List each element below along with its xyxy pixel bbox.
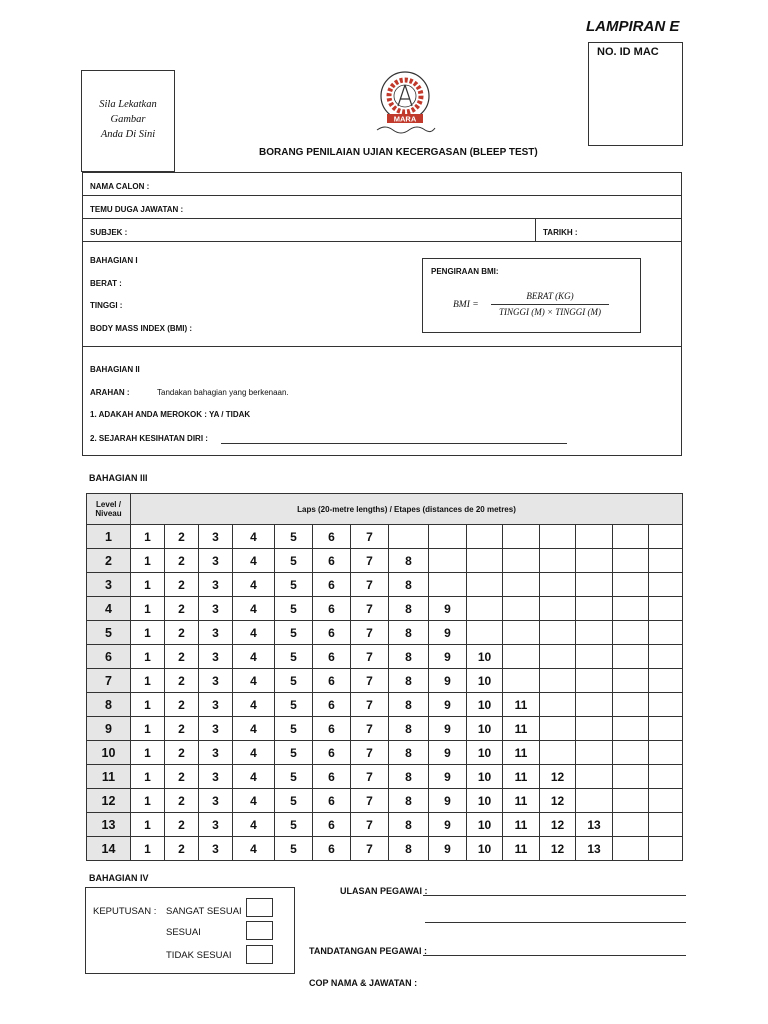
lap-cell[interactable]: 3: [199, 837, 233, 861]
lap-cell[interactable]: 5: [275, 741, 313, 765]
level-row: [87, 837, 683, 861]
lap-cell[interactable]: [467, 621, 503, 645]
level-row: [87, 549, 683, 573]
bmi-formula-box: [422, 258, 641, 333]
lap-cell[interactable]: 5: [275, 717, 313, 741]
lap-cell[interactable]: 1: [131, 669, 165, 693]
lap-cell[interactable]: [576, 573, 613, 597]
lap-cell[interactable]: 8: [389, 693, 429, 717]
lap-cell[interactable]: 5: [275, 549, 313, 573]
lap-cell[interactable]: 8: [389, 573, 429, 597]
lap-cell[interactable]: 1: [131, 573, 165, 597]
lap-cell[interactable]: 11: [503, 765, 540, 789]
lap-cell[interactable]: [389, 525, 429, 549]
lap-cell[interactable]: 6: [313, 525, 351, 549]
ulasan-line-1[interactable]: [423, 895, 686, 896]
lap-cell[interactable]: [649, 765, 683, 789]
lap-cell[interactable]: 3: [199, 765, 233, 789]
lap-cell[interactable]: 2: [165, 789, 199, 813]
sejarah-kesihatan-line[interactable]: [221, 443, 567, 444]
lap-cell[interactable]: [649, 597, 683, 621]
lap-cell[interactable]: 7: [351, 573, 389, 597]
lap-cell[interactable]: 3: [199, 813, 233, 837]
lap-cell[interactable]: 1: [131, 789, 165, 813]
tandatangan-pegawai-label: TANDATANGAN PEGAWAI :: [309, 946, 427, 956]
lap-cell[interactable]: 1: [131, 837, 165, 861]
lap-cell[interactable]: 9: [429, 813, 467, 837]
lap-cell[interactable]: 6: [313, 621, 351, 645]
level-row: [87, 693, 683, 717]
lap-cell[interactable]: 12: [540, 789, 576, 813]
lap-cell[interactable]: [503, 549, 540, 573]
lap-cell[interactable]: 9: [429, 597, 467, 621]
level-number: 3: [87, 573, 131, 597]
lap-cell[interactable]: 5: [275, 693, 313, 717]
lap-cell[interactable]: 4: [233, 837, 275, 861]
lap-cell[interactable]: 7: [351, 645, 389, 669]
lap-cell[interactable]: 6: [313, 669, 351, 693]
level-row: [87, 789, 683, 813]
lap-cell[interactable]: 4: [233, 813, 275, 837]
level-row: [87, 741, 683, 765]
tandatangan-line[interactable]: [423, 955, 686, 956]
lap-cell[interactable]: 2: [165, 717, 199, 741]
lap-cell[interactable]: 9: [429, 717, 467, 741]
level-number: 8: [87, 693, 131, 717]
lap-cell[interactable]: [649, 525, 683, 549]
lap-cell[interactable]: 12: [540, 765, 576, 789]
lap-cell[interactable]: [576, 549, 613, 573]
level-row: [87, 621, 683, 645]
lap-cell[interactable]: 10: [467, 741, 503, 765]
lap-cell[interactable]: 7: [351, 813, 389, 837]
lap-cell[interactable]: 2: [165, 573, 199, 597]
level-number: 2: [87, 549, 131, 573]
lap-cell[interactable]: [576, 621, 613, 645]
lap-cell[interactable]: 2: [165, 693, 199, 717]
lap-cell[interactable]: 8: [389, 837, 429, 861]
lap-cell[interactable]: 8: [389, 645, 429, 669]
lap-cell[interactable]: 11: [503, 837, 540, 861]
lap-cell[interactable]: 2: [165, 813, 199, 837]
lap-cell[interactable]: [649, 789, 683, 813]
option-sangat-sesuai-label: SANGAT SESUAI: [166, 906, 242, 917]
lap-cell[interactable]: 4: [233, 765, 275, 789]
level-row: [87, 645, 683, 669]
lap-cell[interactable]: 4: [233, 525, 275, 549]
bahagian-4-title: BAHAGIAN IV: [89, 873, 149, 883]
lap-cell[interactable]: 3: [199, 549, 233, 573]
lap-cell[interactable]: 6: [313, 837, 351, 861]
level-number: 10: [87, 741, 131, 765]
lap-cell[interactable]: 5: [275, 765, 313, 789]
lap-cell[interactable]: 7: [351, 765, 389, 789]
lap-cell[interactable]: [613, 693, 649, 717]
lap-cell[interactable]: 4: [233, 693, 275, 717]
lap-cell[interactable]: 1: [131, 693, 165, 717]
lap-cell[interactable]: 11: [503, 741, 540, 765]
lap-cell[interactable]: 9: [429, 645, 467, 669]
lap-cell[interactable]: [576, 525, 613, 549]
lap-cell[interactable]: 10: [467, 669, 503, 693]
lap-cell[interactable]: [503, 573, 540, 597]
row-nama-calon[interactable]: [82, 172, 682, 196]
lap-cell[interactable]: [613, 837, 649, 861]
bleep-test-table: [86, 493, 683, 861]
lap-cell[interactable]: 9: [429, 621, 467, 645]
lap-cell[interactable]: [649, 549, 683, 573]
checkbox-sangat-sesuai[interactable]: [246, 898, 273, 917]
lap-cell[interactable]: 12: [540, 813, 576, 837]
lap-cell[interactable]: 7: [351, 669, 389, 693]
lap-cell[interactable]: [649, 837, 683, 861]
lap-cell[interactable]: 10: [467, 765, 503, 789]
lap-cell[interactable]: 3: [199, 717, 233, 741]
lap-cell[interactable]: [540, 525, 576, 549]
lap-cell[interactable]: 3: [199, 525, 233, 549]
arahan-text: Tandakan bahagian yang berkenaan.: [157, 388, 289, 397]
lap-cell[interactable]: [429, 573, 467, 597]
lap-cell[interactable]: 10: [467, 645, 503, 669]
lap-cell[interactable]: 6: [313, 573, 351, 597]
lap-cell[interactable]: 7: [351, 693, 389, 717]
berat-label: BERAT :: [90, 279, 122, 288]
lap-cell[interactable]: 10: [467, 789, 503, 813]
lap-cell[interactable]: 5: [275, 669, 313, 693]
lap-cell[interactable]: [467, 525, 503, 549]
lap-cell[interactable]: [649, 741, 683, 765]
lap-cell[interactable]: [503, 597, 540, 621]
lap-cell[interactable]: 1: [131, 741, 165, 765]
lap-cell[interactable]: [649, 645, 683, 669]
lap-cell[interactable]: [613, 597, 649, 621]
lap-cell[interactable]: 11: [503, 789, 540, 813]
question-sejarah-kesihatan: 2. SEJARAH KESIHATAN DIRI :: [90, 434, 208, 443]
lap-cell[interactable]: 11: [503, 813, 540, 837]
lap-cell[interactable]: [649, 813, 683, 837]
lap-cell[interactable]: 2: [165, 741, 199, 765]
lap-cell[interactable]: 1: [131, 525, 165, 549]
lap-cell[interactable]: 8: [389, 813, 429, 837]
nama-calon-label: NAMA CALON :: [90, 182, 150, 191]
level-header: [87, 494, 131, 525]
lap-cell[interactable]: 5: [275, 525, 313, 549]
lap-cell[interactable]: 4: [233, 549, 275, 573]
lap-cell[interactable]: 1: [131, 645, 165, 669]
lap-cell[interactable]: 10: [467, 693, 503, 717]
lap-cell[interactable]: [540, 621, 576, 645]
lap-cell[interactable]: 9: [429, 765, 467, 789]
lap-cell[interactable]: 5: [275, 597, 313, 621]
bahagian-3-title: BAHAGIAN III: [89, 473, 148, 483]
section-bahagian-2: [82, 346, 682, 456]
lap-cell[interactable]: [613, 549, 649, 573]
lap-cell[interactable]: [540, 597, 576, 621]
lap-cell[interactable]: 8: [389, 765, 429, 789]
lap-cell[interactable]: [613, 741, 649, 765]
lap-cell[interactable]: [576, 645, 613, 669]
lap-cell[interactable]: 3: [199, 597, 233, 621]
photo-placeholder: [81, 70, 175, 172]
lap-cell[interactable]: 8: [389, 669, 429, 693]
level-row: [87, 765, 683, 789]
level-number: 7: [87, 669, 131, 693]
lap-cell[interactable]: 5: [275, 813, 313, 837]
level-row: [87, 597, 683, 621]
lap-cell[interactable]: 6: [313, 549, 351, 573]
lap-cell[interactable]: 4: [233, 621, 275, 645]
lap-cell[interactable]: 6: [313, 717, 351, 741]
lap-cell[interactable]: 3: [199, 645, 233, 669]
lap-cell[interactable]: [576, 741, 613, 765]
lap-cell[interactable]: 7: [351, 717, 389, 741]
lap-cell[interactable]: 2: [165, 837, 199, 861]
lap-cell[interactable]: [429, 549, 467, 573]
bmi-formula-numerator: BERAT (KG): [526, 291, 574, 301]
photo-line-3: Anda Di Sini: [100, 129, 156, 140]
lap-cell[interactable]: [576, 789, 613, 813]
lap-cell[interactable]: 7: [351, 741, 389, 765]
checkbox-tidak-sesuai[interactable]: [246, 945, 273, 964]
lap-cell[interactable]: 12: [540, 837, 576, 861]
subjek-label: SUBJEK :: [90, 228, 128, 237]
lap-cell[interactable]: 1: [131, 813, 165, 837]
lap-cell[interactable]: [649, 621, 683, 645]
lap-cell[interactable]: [649, 669, 683, 693]
lap-cell[interactable]: 13: [576, 813, 613, 837]
lap-cell[interactable]: [503, 645, 540, 669]
lap-cell[interactable]: 7: [351, 789, 389, 813]
laps-header-text: Laps (20-metre lengths) / Etapes (distances de 20 metres): [297, 504, 516, 514]
logo-text: MARA: [393, 114, 417, 124]
lap-cell[interactable]: 1: [131, 597, 165, 621]
lap-cell[interactable]: [576, 693, 613, 717]
lap-cell[interactable]: 10: [467, 837, 503, 861]
lap-cell[interactable]: [576, 597, 613, 621]
tinggi-label: TINGGI :: [90, 301, 123, 310]
lap-cell[interactable]: [649, 573, 683, 597]
lap-cell[interactable]: 3: [199, 669, 233, 693]
laps-header: [131, 494, 683, 525]
level-row: [87, 813, 683, 837]
bahagian-2-title: BAHAGIAN II: [90, 365, 140, 374]
mara-logo-icon: [365, 68, 445, 138]
lap-cell[interactable]: 8: [389, 717, 429, 741]
lap-cell[interactable]: [467, 573, 503, 597]
lap-cell[interactable]: [613, 765, 649, 789]
lap-cell[interactable]: 6: [313, 789, 351, 813]
photo-line-1: Sila Lekatkan: [99, 99, 157, 110]
lap-cell[interactable]: 6: [313, 741, 351, 765]
lap-cell[interactable]: [540, 741, 576, 765]
lap-cell[interactable]: 8: [389, 741, 429, 765]
level-header-text: Level / Niveau: [95, 500, 122, 518]
lap-cell[interactable]: 5: [275, 789, 313, 813]
tarikh-label: TARIKH :: [543, 228, 578, 237]
lap-cell[interactable]: [503, 669, 540, 693]
lap-cell[interactable]: 7: [351, 837, 389, 861]
level-row: [87, 717, 683, 741]
lap-cell[interactable]: 6: [313, 645, 351, 669]
level-row: [87, 525, 683, 549]
lap-cell[interactable]: 4: [233, 717, 275, 741]
lap-cell[interactable]: 9: [429, 789, 467, 813]
ulasan-line-2[interactable]: [425, 922, 686, 923]
lap-cell[interactable]: 9: [429, 669, 467, 693]
lap-cell[interactable]: 7: [351, 621, 389, 645]
row-subjek[interactable]: [82, 218, 682, 242]
lap-cell[interactable]: [540, 693, 576, 717]
level-number: 12: [87, 789, 131, 813]
lap-cell[interactable]: 8: [389, 789, 429, 813]
bmi-label: BODY MASS INDEX (BMI) :: [90, 324, 193, 333]
lap-cell[interactable]: 2: [165, 621, 199, 645]
lap-cell[interactable]: [613, 717, 649, 741]
lap-cell[interactable]: [613, 573, 649, 597]
lap-cell[interactable]: [613, 789, 649, 813]
lap-cell[interactable]: 6: [313, 765, 351, 789]
lap-cell[interactable]: 2: [165, 765, 199, 789]
lap-cell[interactable]: [649, 717, 683, 741]
lap-cell[interactable]: 4: [233, 645, 275, 669]
lap-cell[interactable]: 1: [131, 717, 165, 741]
lap-cell[interactable]: 7: [351, 549, 389, 573]
lap-cell[interactable]: [576, 765, 613, 789]
lap-cell[interactable]: 10: [467, 717, 503, 741]
lap-cell[interactable]: 2: [165, 645, 199, 669]
checkbox-sesuai[interactable]: [246, 921, 273, 940]
lap-cell[interactable]: 11: [503, 717, 540, 741]
lap-cell[interactable]: 10: [467, 813, 503, 837]
question-merokok[interactable]: 1. ADAKAH ANDA MEROKOK : YA / TIDAK: [90, 410, 251, 419]
lap-cell[interactable]: [576, 717, 613, 741]
lap-cell[interactable]: [613, 645, 649, 669]
option-tidak-sesuai-label: TIDAK SESUAI: [166, 950, 232, 961]
lap-cell[interactable]: 8: [389, 549, 429, 573]
level-number: 5: [87, 621, 131, 645]
level-row: [87, 669, 683, 693]
lap-cell[interactable]: 4: [233, 669, 275, 693]
lap-cell[interactable]: [540, 717, 576, 741]
form-title: BORANG PENILAIAN UJIAN KECERGASAN (BLEEP TEST): [259, 147, 538, 158]
keputusan-label: KEPUTUSAN :: [93, 906, 157, 917]
lap-cell[interactable]: [613, 669, 649, 693]
photo-line-2: Gambar: [110, 114, 146, 125]
cop-nama-jawatan-label: COP NAMA & JAWATAN :: [309, 978, 418, 988]
level-number: 4: [87, 597, 131, 621]
bmi-calc-label: PENGIRAAN BMI:: [431, 267, 499, 276]
lap-cell[interactable]: 3: [199, 693, 233, 717]
lap-cell[interactable]: 3: [199, 741, 233, 765]
lap-cell[interactable]: 4: [233, 741, 275, 765]
level-number: 13: [87, 813, 131, 837]
level-number: 1: [87, 525, 131, 549]
lap-cell[interactable]: 6: [313, 813, 351, 837]
lap-cell[interactable]: 2: [165, 549, 199, 573]
lap-cell[interactable]: [503, 525, 540, 549]
lap-cell[interactable]: [503, 621, 540, 645]
level-number: 11: [87, 765, 131, 789]
lap-cell[interactable]: 5: [275, 573, 313, 597]
lap-cell[interactable]: 1: [131, 765, 165, 789]
lap-cell[interactable]: [540, 645, 576, 669]
appendix-label: LAMPIRAN E: [586, 18, 680, 35]
lap-cell[interactable]: 3: [199, 573, 233, 597]
lap-cell[interactable]: 2: [165, 597, 199, 621]
lap-cell[interactable]: 7: [351, 525, 389, 549]
lap-cell[interactable]: 5: [275, 837, 313, 861]
lap-cell[interactable]: 3: [199, 621, 233, 645]
lap-cell[interactable]: 8: [389, 597, 429, 621]
lap-cell[interactable]: 5: [275, 621, 313, 645]
lap-cell[interactable]: [613, 621, 649, 645]
lap-cell[interactable]: 6: [313, 693, 351, 717]
lap-cell[interactable]: [613, 813, 649, 837]
lap-cell[interactable]: 11: [503, 693, 540, 717]
lap-cell[interactable]: [467, 597, 503, 621]
lap-cell[interactable]: 9: [429, 693, 467, 717]
lap-cell[interactable]: 4: [233, 573, 275, 597]
lap-cell[interactable]: [540, 573, 576, 597]
lap-cell[interactable]: 9: [429, 837, 467, 861]
lap-cell[interactable]: 3: [199, 789, 233, 813]
level-row: [87, 573, 683, 597]
lap-cell[interactable]: 7: [351, 597, 389, 621]
temu-duga-label: TEMU DUGA JAWATAN :: [90, 205, 184, 214]
lap-cell[interactable]: 13: [576, 837, 613, 861]
lap-cell[interactable]: [649, 693, 683, 717]
lap-cell[interactable]: 2: [165, 669, 199, 693]
bmi-formula-lhs: BMI =: [453, 300, 479, 310]
mac-id-box[interactable]: [588, 42, 683, 146]
level-number: 9: [87, 717, 131, 741]
row-temu-duga[interactable]: [82, 195, 682, 219]
lap-cell[interactable]: [576, 669, 613, 693]
ulasan-pegawai-label: ULASAN PEGAWAI :: [340, 886, 428, 896]
lap-cell[interactable]: 9: [429, 741, 467, 765]
lap-cell[interactable]: [613, 525, 649, 549]
keputusan-box: [85, 887, 295, 974]
lap-cell[interactable]: 4: [233, 597, 275, 621]
bmi-formula-denominator: TINGGI (M) × TINGGI (M): [498, 307, 602, 317]
lap-cell[interactable]: [467, 549, 503, 573]
level-number: 6: [87, 645, 131, 669]
lap-cell[interactable]: 2: [165, 525, 199, 549]
mac-id-label: NO. ID MAC: [597, 46, 659, 58]
lap-cell[interactable]: [429, 525, 467, 549]
arahan-label: ARAHAN :: [90, 388, 130, 397]
lap-cell[interactable]: 6: [313, 597, 351, 621]
bahagian-1-title: BAHAGIAN I: [90, 256, 138, 265]
lap-cell[interactable]: 1: [131, 621, 165, 645]
lap-cell[interactable]: 8: [389, 621, 429, 645]
lap-cell[interactable]: 1: [131, 549, 165, 573]
level-number: 14: [87, 837, 131, 861]
lap-cell[interactable]: [540, 549, 576, 573]
lap-cell[interactable]: [540, 669, 576, 693]
lap-cell[interactable]: 5: [275, 645, 313, 669]
option-sesuai-label: SESUAI: [166, 927, 201, 938]
lap-cell[interactable]: 4: [233, 789, 275, 813]
